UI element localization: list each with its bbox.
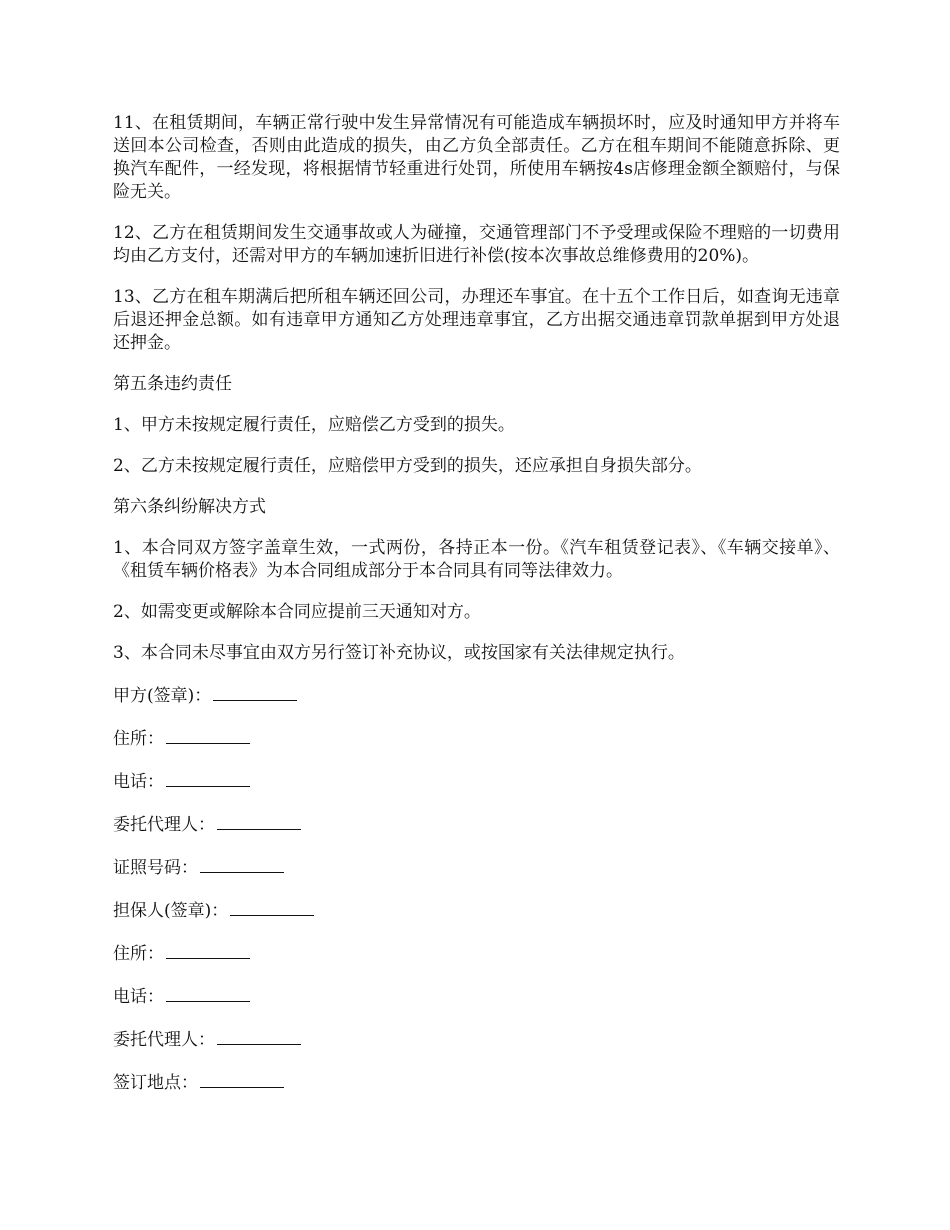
article-6-heading: 第六条纠纷解决方式 bbox=[113, 497, 266, 517]
guarantor-phone-field bbox=[113, 984, 840, 1009]
article-6-item-3: 3、本合同未尽事宜由双方另行签订补充协议，或按国家有关法律规定执行。 bbox=[113, 643, 685, 663]
signature-blank[interactable] bbox=[217, 1027, 301, 1045]
article-6-item-1: 1、本合同双方签字盖章生效，一式两份，各持正本一份。《汽车租赁登记表》、《车辆交接单》、《租赁车辆价格表》为本合同组成部分于本合同具有同等法律效力。 bbox=[113, 538, 840, 581]
signature-field-label: 电话： bbox=[113, 772, 164, 792]
guarantor-address-field bbox=[113, 941, 840, 966]
signature-field-label: 担保人(签章)： bbox=[113, 901, 229, 921]
contract-page bbox=[113, 112, 840, 1113]
guarantor-agent-field bbox=[113, 1027, 840, 1052]
signature-field-label: 住所： bbox=[113, 729, 164, 749]
signature-blank[interactable] bbox=[166, 726, 250, 744]
party-a-address-field bbox=[113, 726, 840, 751]
article-5-item-2: 2、乙方未按规定履行责任，应赔偿甲方受到的损失，还应承担自身损失部分。 bbox=[113, 456, 702, 476]
signature-field-label: 住所： bbox=[113, 944, 164, 964]
clause-11: 11、在租赁期间，车辆正常行驶中发生异常情况有可能造成车辆损坏时，应及时通知甲方并将车送回本公司检查，否则由此造成的损失，由乙方负全部责任。乙方在租车期间不能随意拆除、更换汽车配件，一经发现，将根据情节轻重进行处罚，所使用车辆按4s店修理金额全额赔付，与保险无关。 bbox=[113, 113, 840, 202]
signature-blank[interactable] bbox=[213, 683, 297, 701]
article-5-item-1: 1、甲方未按规定履行责任，应赔偿乙方受到的损失。 bbox=[113, 415, 515, 435]
party-a-license-field bbox=[113, 855, 840, 880]
signature-blank[interactable] bbox=[200, 1070, 284, 1088]
signature-blank[interactable] bbox=[166, 984, 250, 1002]
party-a-signature-field bbox=[113, 683, 840, 708]
signing-place-field bbox=[113, 1070, 840, 1095]
signature-field-label: 委托代理人： bbox=[113, 815, 215, 835]
signature-field-label: 电话： bbox=[113, 987, 164, 1007]
signature-blank[interactable] bbox=[166, 769, 250, 787]
article-5-heading: 第五条违约责任 bbox=[113, 374, 232, 394]
signature-field-label: 委托代理人： bbox=[113, 1030, 215, 1050]
clause-13: 13、乙方在租车期满后把所租车辆还回公司，办理还车事宜。在十五个工作日后，如查询无违章后退还押金总额。如有违章甲方通知乙方处理违章事宜，乙方出据交通违章罚款单据到甲方处退还押金。 bbox=[113, 287, 840, 353]
signature-blank[interactable] bbox=[166, 941, 250, 959]
party-a-agent-field bbox=[113, 812, 840, 837]
signature-blank[interactable] bbox=[230, 898, 314, 916]
signature-blank[interactable] bbox=[200, 855, 284, 873]
signature-field-label: 签订地点： bbox=[113, 1073, 198, 1093]
signature-field-label: 甲方(签章)： bbox=[113, 686, 212, 706]
signature-field-label: 证照号码： bbox=[113, 858, 198, 878]
signature-blank[interactable] bbox=[217, 812, 301, 830]
party-a-phone-field bbox=[113, 769, 840, 794]
article-6-item-2: 2、如需变更或解除本合同应提前三天通知对方。 bbox=[113, 602, 481, 622]
clause-12: 12、乙方在租赁期间发生交通事故或人为碰撞，交通管理部门不予受理或保险不理赔的一切费用均由乙方支付，还需对甲方的车辆加速折旧进行补偿(按本次事故总维修费用的20%)。 bbox=[113, 223, 840, 266]
guarantor-signature-field bbox=[113, 898, 840, 923]
